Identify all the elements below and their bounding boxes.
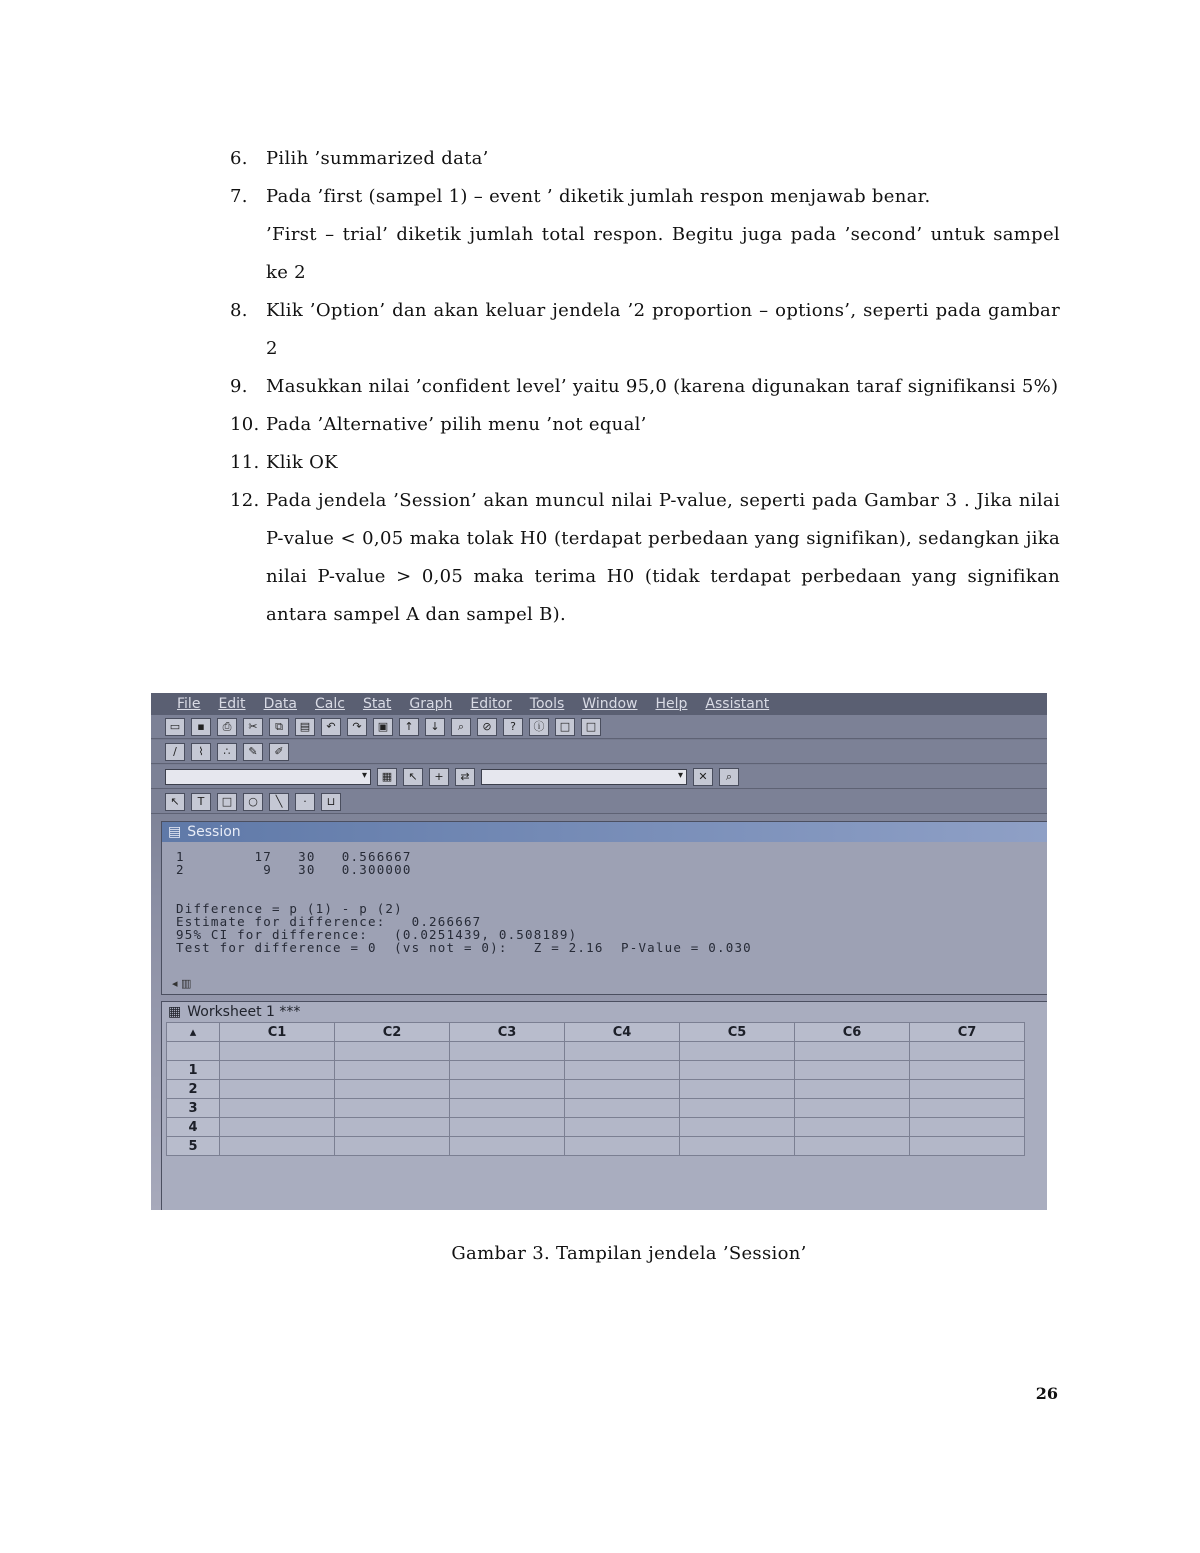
grid-cell[interactable] [220,1137,335,1156]
cut-icon: ✂ [243,718,263,736]
row-header[interactable]: 4 [167,1118,220,1137]
session-line: 95% CI for difference: (0.0251439, 0.508189) [176,927,578,942]
list-text-line: Pada ’Alternative’ pilih menu ’not equal’ [266,414,647,435]
grid-cell[interactable] [220,1042,335,1061]
layout-icon: ▦ [377,768,397,786]
list-item [230,368,1060,406]
text-icon: T [191,793,211,811]
grid-cell[interactable] [450,1099,565,1118]
arrow-icon: ↖ [165,793,185,811]
grid-cell[interactable] [335,1061,450,1080]
redo-icon: ↷ [347,718,367,736]
grid-cell[interactable] [795,1042,910,1061]
grid-cell[interactable] [335,1118,450,1137]
paste-icon: ▤ [295,718,315,736]
list-text [266,406,1060,444]
column-header[interactable]: C7 [910,1023,1025,1042]
toolbar-standard [151,715,1047,739]
grid-cell[interactable] [565,1099,680,1118]
instruction-list [230,140,1060,634]
list-text-line: Pada jendela ’Session’ akan muncul nilai P-value, seperti pada Gambar 3 . Jika nilai P-value < 0,05 maka tolak H0 (terdapat perbedaan yang signifikan), sedangkan jika nilai P-value > 0,05 maka terima H0 (tidak terdapat perbedaan yang signifikan antara sampel A dan sampel B). [266,490,1060,625]
grid-cell[interactable] [450,1118,565,1137]
row-header[interactable]: 2 [167,1080,220,1099]
menu-bar [151,693,1047,715]
worksheet-grid [166,1022,1025,1156]
list-text-line: Klik OK [266,452,338,473]
column-header[interactable]: C3 [450,1023,565,1042]
page-number: 26 [1035,1384,1058,1403]
list-item [230,178,1060,292]
list-item [230,406,1060,444]
list-text [266,292,1060,368]
worksheet-window [161,1001,1047,1210]
session-output [162,842,1047,962]
column-header[interactable]: C1 [220,1023,335,1042]
list-number: 11. [230,452,260,473]
worksheet-titlebar [162,1002,1047,1022]
down-arrow-icon: ↓ [425,718,445,736]
menu-item-calc[interactable]: Calc [315,696,345,712]
grid-cell[interactable] [565,1042,680,1061]
grid-cell[interactable] [565,1137,680,1156]
grid-cell[interactable] [565,1118,680,1137]
session-line: Test for difference = 0 (vs not = 0): Z = 2.16 P-Value = 0.030 [176,940,752,955]
grid-cell[interactable] [220,1080,335,1099]
grid-cell[interactable] [450,1061,565,1080]
table-row [167,1080,1025,1099]
line-icon: ╲ [269,793,289,811]
grid-cell[interactable] [680,1061,795,1080]
grid-cell[interactable] [680,1080,795,1099]
list-item [230,140,1060,178]
list-text-line: ’First – trial’ diketik jumlah total respon. Begitu juga pada ’second’ untuk sampel ke 2 [266,224,1060,283]
list-text-line: Klik ’Option’ dan akan keluar jendela ’2 proportion – options’, seperti pada gambar 2 [266,300,1060,359]
list-item [230,482,1060,634]
menu-item-data[interactable]: Data [263,696,297,712]
session-line: Difference = p (1) - p (2) [176,901,403,916]
grid-cell[interactable] [335,1080,450,1099]
minitab-screenshot [151,693,1047,1210]
menu-item-file[interactable]: File [177,696,201,712]
dropdown-2-icon: ▾ [481,769,687,785]
zoom-icon: ⌕ [719,768,739,786]
find-icon: ⌕ [451,718,471,736]
session-line: Estimate for difference: 0.266667 [176,914,482,929]
grid-cell[interactable] [335,1099,450,1118]
rectangle-icon: □ [217,793,237,811]
grid-cell[interactable] [910,1118,1025,1137]
grid-cell[interactable] [795,1099,910,1118]
list-number: 6. [230,148,248,169]
list-text-line: Masukkan nilai ’confident level’ yaitu 95,0 (karena digunakan taraf signifikansi 5%) [266,376,1059,397]
menu-item-edit[interactable]: Edit [218,696,246,712]
brush-icon: ⌇ [191,743,211,761]
box2-icon: □ [581,718,601,736]
menu-item-tools[interactable]: Tools [529,696,565,712]
info-icon: ⓘ [529,718,549,736]
plus-icon: + [429,768,449,786]
pointer-icon: ↖ [403,768,423,786]
session-title: Session [187,824,241,840]
window-icon: ▣ [373,718,393,736]
grid-cell[interactable] [450,1042,565,1061]
list-text [266,178,1060,292]
grid-cell[interactable] [565,1061,680,1080]
list-number: 12. [230,490,260,511]
list-number: 8. [230,300,248,321]
list-text [266,444,1060,482]
scroll-left-icon: ◂ ▥ [172,977,192,990]
grid-cell[interactable] [795,1080,910,1099]
menu-item-stat[interactable]: Stat [362,696,392,712]
grid-cell[interactable] [910,1080,1025,1099]
row-header[interactable]: 1 [167,1061,220,1080]
figure-caption: Gambar 3. Tampilan jendela ’Session’ [451,1243,807,1264]
grid-cell[interactable] [450,1137,565,1156]
up-arrow-icon: ↑ [399,718,419,736]
grid-cell[interactable] [680,1042,795,1061]
scatter-icon: ∴ [217,743,237,761]
session-line: 2 9 30 0.300000 [176,862,412,877]
list-number: 10. [230,414,260,435]
grid-cell[interactable] [335,1137,450,1156]
session-line [176,876,1034,889]
grid-cell[interactable] [910,1099,1025,1118]
grid-cell[interactable] [680,1099,795,1118]
list-text-line: Pada ’first (sampel 1) – event ’ diketik jumlah respon menjawab benar. [266,186,931,207]
grid-cell[interactable] [565,1080,680,1099]
undo-icon: ↶ [321,718,341,736]
polygon-icon: ⊔ [321,793,341,811]
menu-item-assistant[interactable]: Assistant [705,696,770,712]
session-titlebar [162,822,1047,842]
session-window [161,821,1047,995]
toolbar-graph [151,740,1047,764]
list-text-line: Pilih ’summarized data’ [266,148,489,169]
grid-cell[interactable] [220,1061,335,1080]
table-row [167,1118,1025,1137]
session-icon: ▤ [168,824,182,840]
corner-arrow-icon: ▴ [167,1023,220,1042]
worksheet-icon: ▦ [168,1004,182,1020]
grid-cell[interactable] [910,1042,1025,1061]
open-icon: ▭ [165,718,185,736]
grid-cell[interactable] [220,1099,335,1118]
toolbar-editor [151,765,1047,789]
save-icon: ▪ [191,718,211,736]
box-icon: □ [555,718,575,736]
table-row [167,1061,1025,1080]
column-header[interactable]: C2 [335,1023,450,1042]
table-row [167,1137,1025,1156]
close-icon: ✕ [693,768,713,786]
grid-cell[interactable] [680,1118,795,1137]
swap-icon: ⇄ [455,768,475,786]
marker-icon: · [295,793,315,811]
copy-icon: ⧉ [269,718,289,736]
menu-item-graph[interactable]: Graph [409,696,453,712]
row-header[interactable]: 5 [167,1137,220,1156]
list-text [266,482,1060,634]
grid-cell[interactable] [795,1061,910,1080]
grid-cell[interactable] [795,1118,910,1137]
grid-cell[interactable] [910,1061,1025,1080]
list-text [266,368,1060,406]
grid-cell[interactable] [795,1137,910,1156]
column-header[interactable]: C5 [680,1023,795,1042]
pen-icon: ✐ [269,743,289,761]
menu-item-help[interactable]: Help [655,696,688,712]
list-number: 7. [230,186,248,207]
table-row [167,1099,1025,1118]
session-line: 1 17 30 0.566667 [176,849,412,864]
list-item [230,444,1060,482]
grid-cell[interactable] [910,1137,1025,1156]
print-icon: ⎙ [217,718,237,736]
column-header[interactable]: C6 [795,1023,910,1042]
list-number: 9. [230,376,248,397]
list-text [266,140,1060,178]
grid-cell[interactable] [335,1042,450,1061]
grid-cell[interactable] [450,1080,565,1099]
menu-item-window[interactable]: Window [582,696,638,712]
dropdown-1-icon: ▾ [165,769,371,785]
row-header[interactable]: 3 [167,1099,220,1118]
pencil-icon: ✎ [243,743,263,761]
graph-edit-icon: ∕ [165,743,185,761]
worksheet-title: Worksheet 1 *** [187,1004,301,1020]
help-icon: ? [503,718,523,736]
column-header[interactable]: C4 [565,1023,680,1042]
ellipse-icon: ○ [243,793,263,811]
menu-item-editor[interactable]: Editor [470,696,512,712]
grid-cell[interactable] [680,1137,795,1156]
toolbar-annotation [151,790,1047,814]
stop-icon: ⊘ [477,718,497,736]
list-item [230,292,1060,368]
grid-cell[interactable] [220,1118,335,1137]
